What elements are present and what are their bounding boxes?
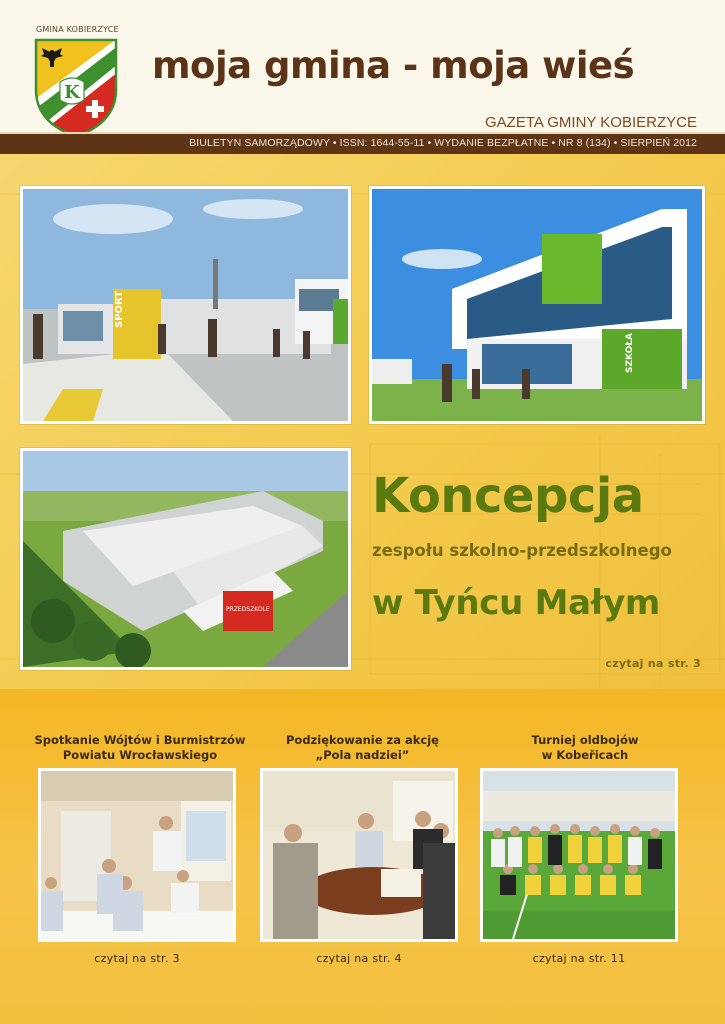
svg-text:K: K: [64, 82, 80, 103]
news-photo-team: [480, 768, 678, 942]
issue-info: BIULETYN SAMORZĄDOWY • ISSN: 1644-55-11 • WYDANIE BEZPŁATNE • NR 8 (134) • SIERPIEŃ 2012: [189, 137, 697, 149]
news-title-1: Spotkanie Wójtów i Burmistrzów Powiatu Wrocławskiego: [34, 733, 246, 762]
cover-headline: Koncepcja: [372, 468, 644, 524]
render-school-building: [369, 186, 705, 424]
news-read-more-1[interactable]: czytaj na str. 3: [94, 952, 180, 965]
svg-text:PRZEDSZKOLE: PRZEDSZKOLE: [226, 606, 270, 613]
cover-subheadline: zespołu szkolno-przedszkolnego: [372, 541, 672, 560]
news-title-2: Podziękowanie za akcję „Pola nadziei”: [286, 733, 439, 762]
news-photo-meeting: [38, 768, 236, 942]
news-title-3: Turniej oldbojów w Kobeřicach: [531, 733, 639, 762]
svg-text:SZKOŁA: SZKOŁA: [625, 333, 635, 373]
newspaper-title: moja gmina - moja wieś: [152, 44, 635, 87]
coat-of-arms-logo: [34, 38, 118, 138]
svg-text:SPORT: SPORT: [114, 290, 125, 328]
cover-headline-place: w Tyńcu Małym: [372, 583, 661, 623]
cover-read-more[interactable]: czytaj na str. 3: [605, 657, 701, 670]
info-bar-stripe: [0, 132, 725, 134]
newspaper-subtitle: GAZETA GMINY KOBIERZYCE: [485, 114, 697, 131]
news-read-more-2[interactable]: czytaj na str. 4: [316, 952, 402, 965]
render-sport-hall: [20, 186, 351, 424]
render-aerial-view: [20, 448, 351, 670]
news-read-more-3[interactable]: czytaj na str. 11: [532, 952, 626, 965]
gmina-label: GMINA KOBIERZYCE: [36, 25, 119, 34]
news-photo-ceremony: [260, 768, 458, 942]
